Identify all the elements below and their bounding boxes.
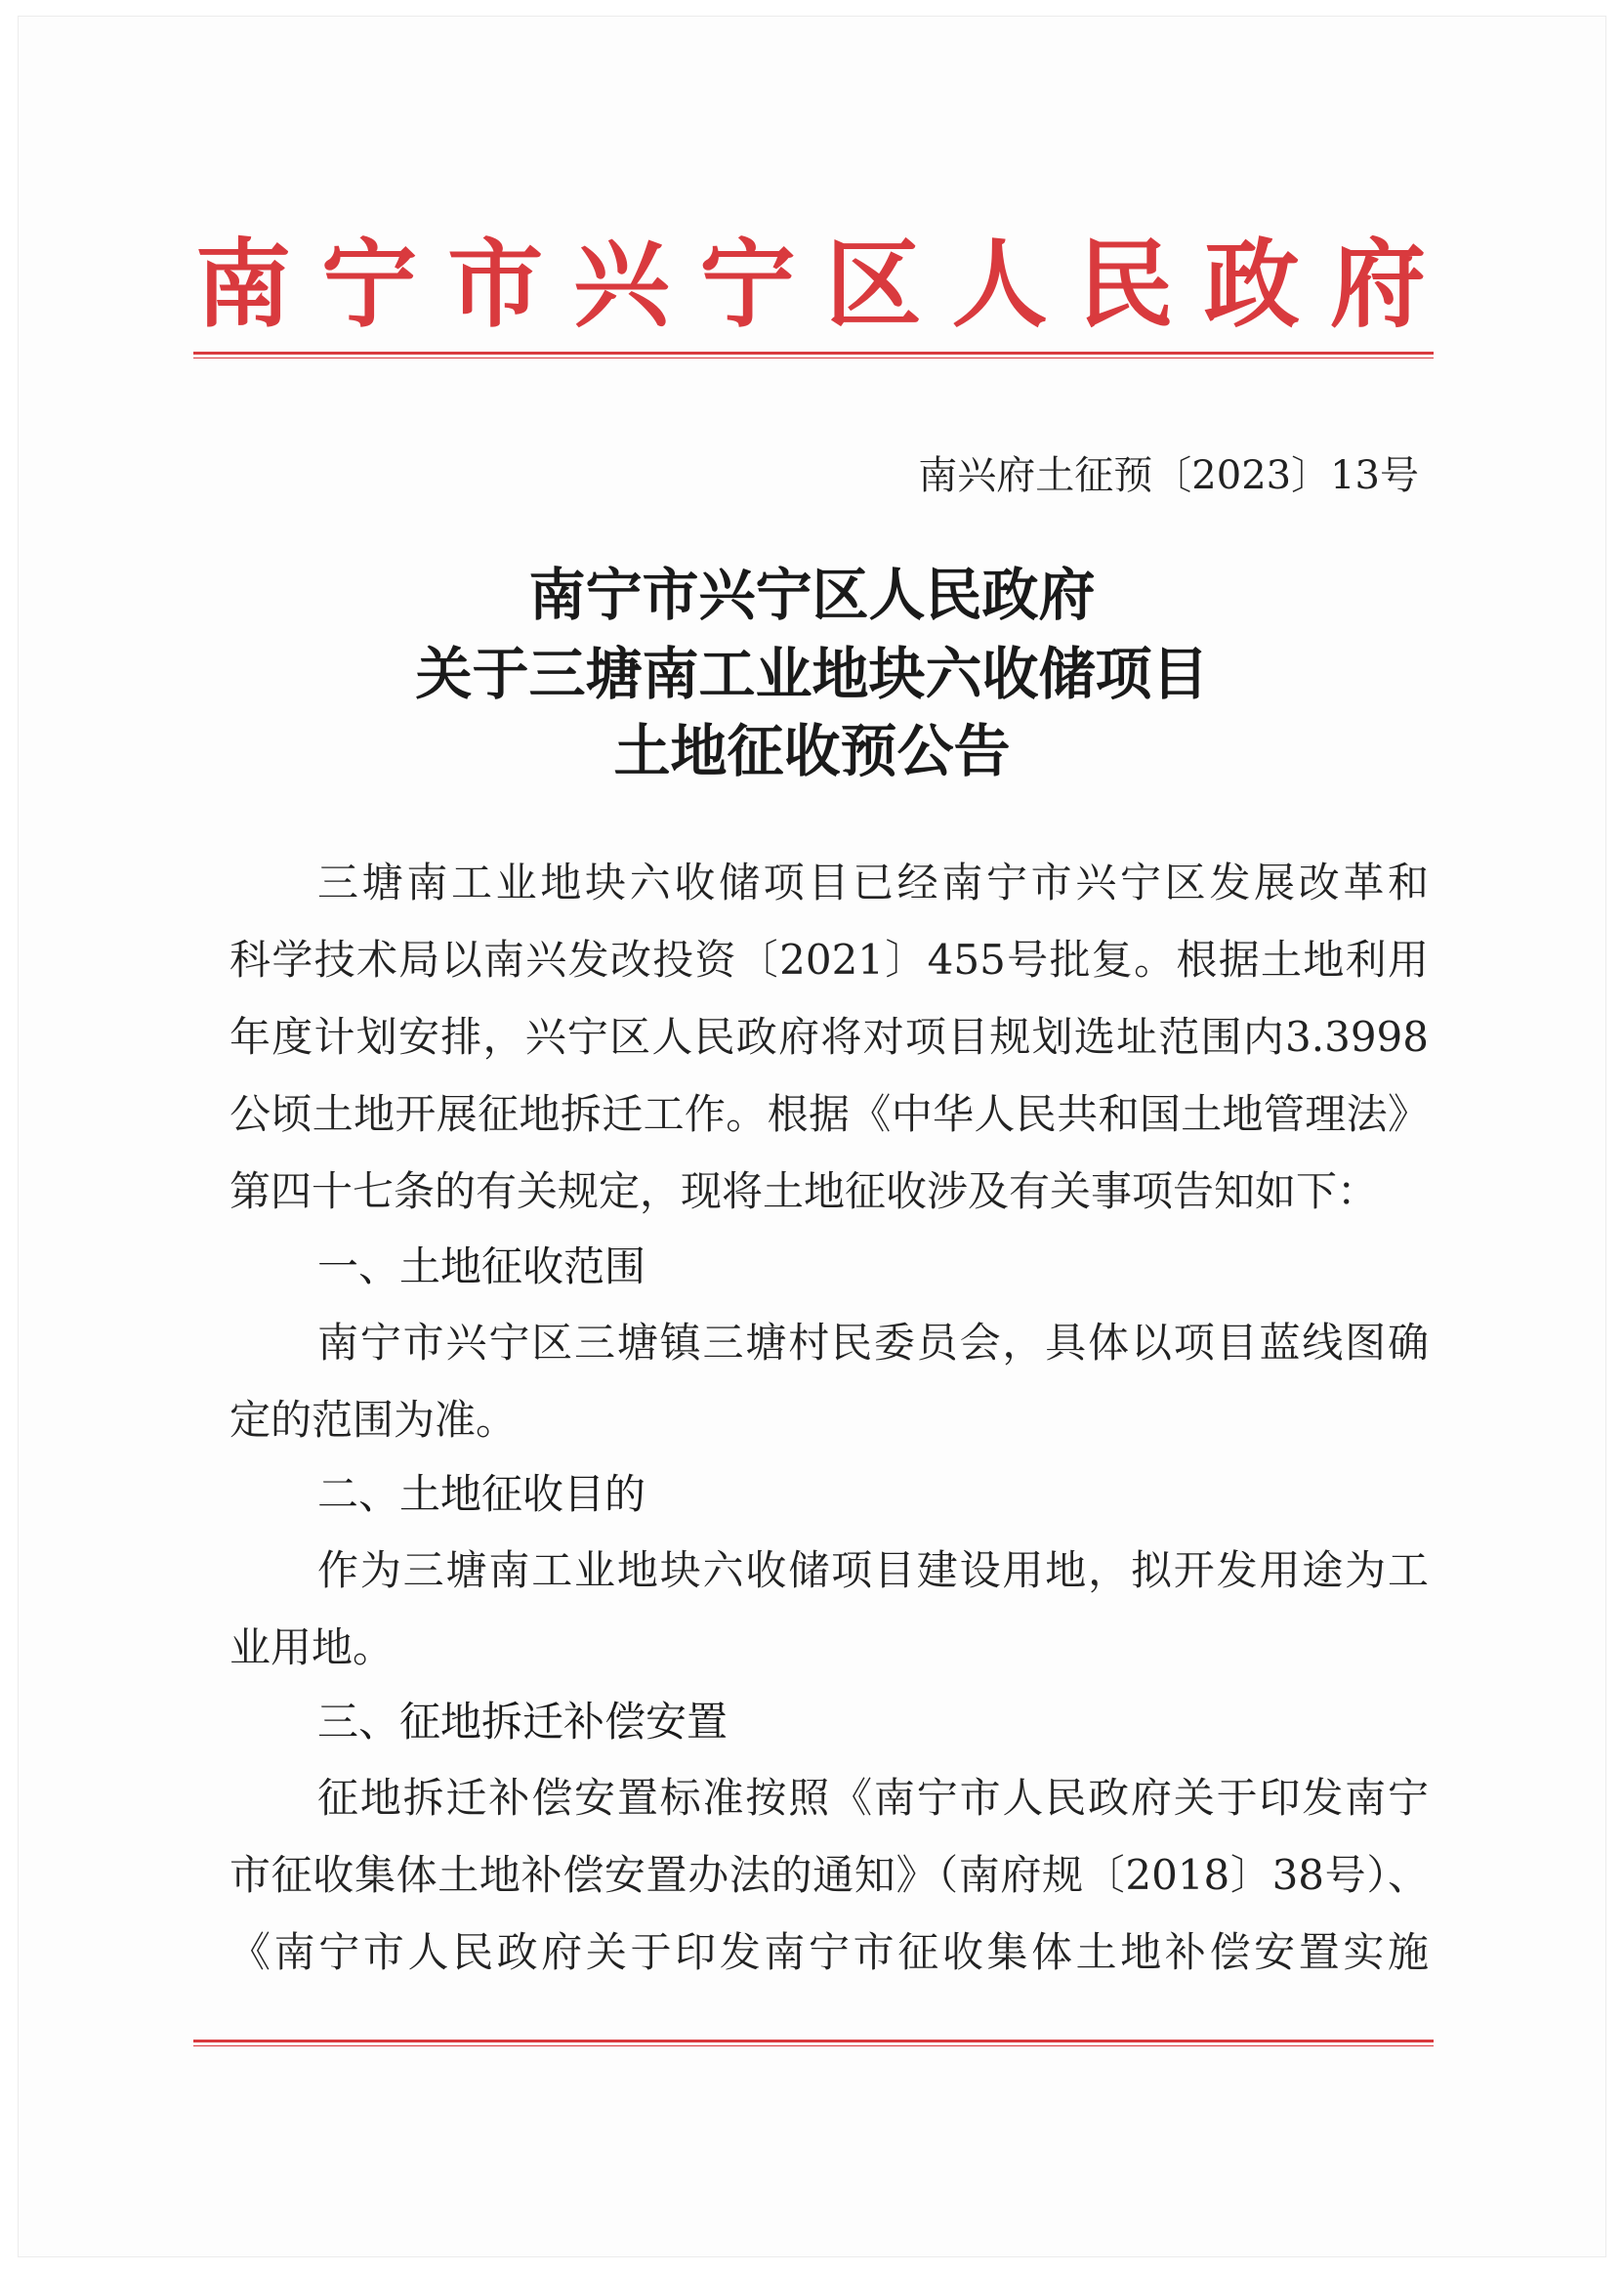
letterhead-divider: [193, 352, 1434, 355]
letterhead-char: 政: [1203, 229, 1300, 341]
paragraph-line: 作为三塘南工业地块六收储项目建设用地，拟开发用途为工: [317, 1546, 1429, 1594]
letterhead-char: 民: [1077, 229, 1174, 341]
paragraph-line: 市征收集体土地补偿安置办法的通知》（南府规〔2018〕38号）、: [229, 1851, 1429, 1899]
title-line-3: 土地征收预公告: [613, 718, 1011, 784]
letterhead-char: 府: [1329, 229, 1426, 341]
paragraph-line: 《南宁市人民政府关于印发南宁市征收集体土地补偿安置实施: [229, 1928, 1429, 1976]
section-heading-3: 三、征地拆迁补偿安置: [317, 1698, 729, 1746]
section-heading-2: 二、土地征收目的: [317, 1470, 646, 1518]
letterhead-char: 兴: [573, 229, 670, 341]
document-number: 南兴府土征预〔2023〕13号: [918, 453, 1419, 498]
letterhead-char: 宁: [321, 229, 418, 341]
letterhead-char: 人: [951, 229, 1048, 341]
paragraph-line: 公顷土地开展征地拆迁工作。根据《中华人民共和国土地管理法》: [229, 1090, 1429, 1138]
title-line-1: 南宁市兴宁区人民政府: [528, 562, 1096, 628]
paragraph-line: 业用地。: [229, 1623, 395, 1671]
footer-divider: [193, 2040, 1434, 2042]
paragraph-line: 科学技术局以南兴发改投资〔2021〕455号批复。根据土地利用: [229, 936, 1429, 984]
letterhead-char: 市: [447, 229, 544, 341]
section-heading-1: 一、土地征收范围: [317, 1242, 646, 1290]
paragraph-line: 第四十七条的有关规定，现将土地征收涉及有关事项告知如下：: [229, 1167, 1379, 1215]
letterhead-char: 区: [825, 229, 922, 341]
intro-paragraph: [229, 844, 1429, 1230]
letterhead-char: 南: [195, 229, 292, 341]
title-line-2: 关于三塘南工业地块六收储项目: [415, 641, 1209, 707]
section-3-paragraph: [229, 1759, 1429, 1991]
paragraph-line: 征地拆迁补偿安置标准按照《南宁市人民政府关于印发南宁: [317, 1774, 1429, 1822]
paragraph-line: 定的范围为准。: [229, 1396, 518, 1444]
letterhead-title: [195, 227, 1426, 344]
paragraph-line: 年度计划安排，兴宁区人民政府将对项目规划选址范围内3.3998: [229, 1013, 1429, 1061]
section-2-paragraph: [229, 1532, 1429, 1686]
paragraph-line: 三塘南工业地块六收储项目已经南宁市兴宁区发展改革和: [317, 859, 1429, 906]
paragraph-line: 南宁市兴宁区三塘镇三塘村民委员会，具体以项目蓝线图确: [317, 1319, 1429, 1367]
footer-divider-thin: [193, 2045, 1434, 2046]
section-1-paragraph: [229, 1304, 1429, 1458]
letterhead-char: 宁: [699, 229, 796, 341]
